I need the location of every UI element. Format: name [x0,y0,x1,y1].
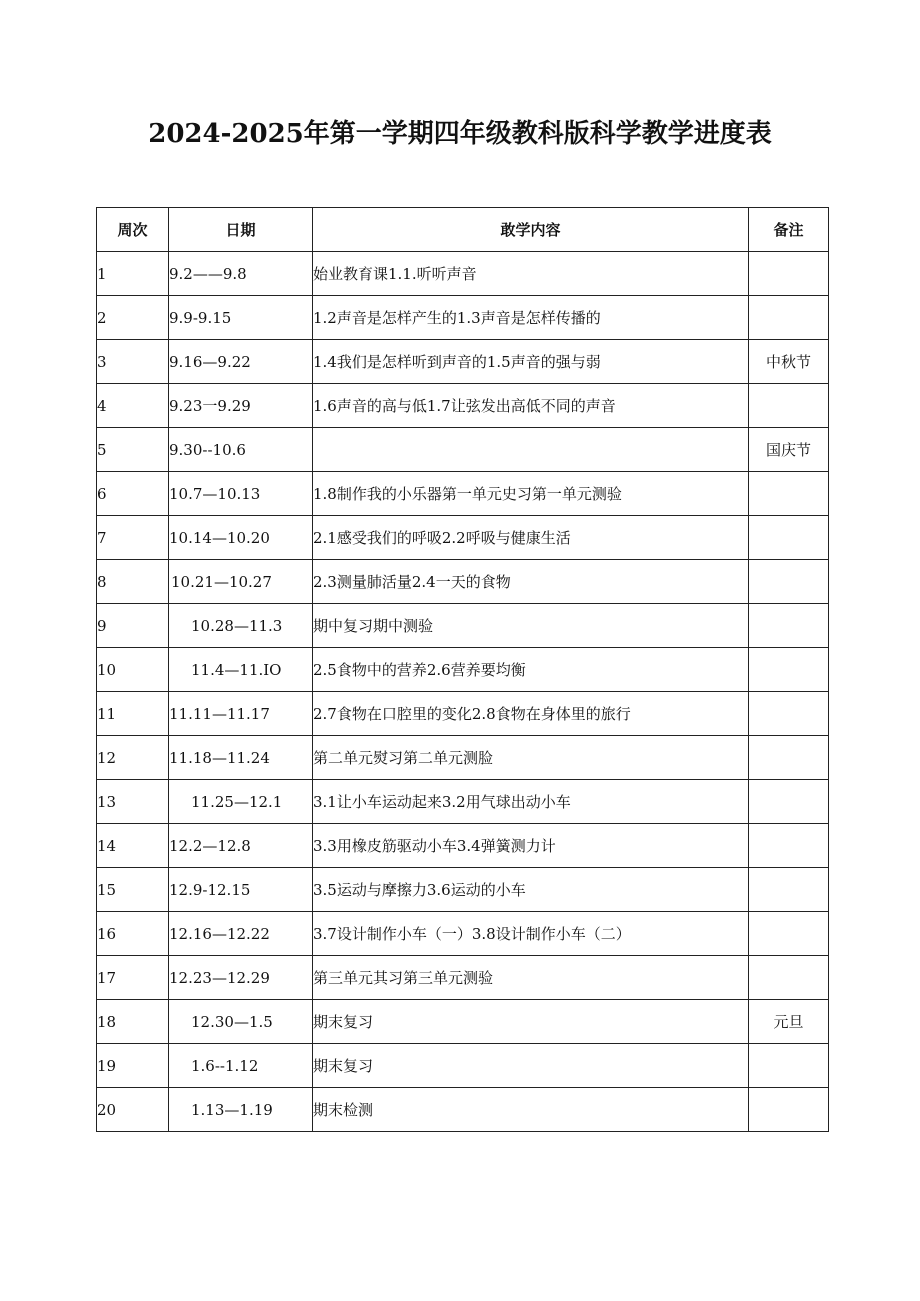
content-cell: 2.7食物在口腔里的变化2.8食物在身体里的旅行 [313,692,749,736]
week-cell: 12 [97,736,169,780]
date-cell: 10.21—10.27 [169,560,313,604]
date-cell: 1.13—1.19 [169,1088,313,1132]
week-cell: 10 [97,648,169,692]
table-row [97,252,829,296]
date-cell: 9.2——9.8 [169,252,313,296]
note-cell: 元旦 [749,1000,829,1044]
table-row [97,692,829,736]
week-cell: 8 [97,560,169,604]
note-cell [749,692,829,736]
note-cell [749,736,829,780]
content-cell: 第二单元熨习第二单元测脸 [313,736,749,780]
note-cell [749,648,829,692]
date-cell: 9.16—9.22 [169,340,313,384]
note-cell [749,604,829,648]
week-cell: 17 [97,956,169,1000]
date-cell: 12.23—12.29 [169,956,313,1000]
table-row [97,1088,829,1132]
week-cell: 5 [97,428,169,472]
date-cell: 12.2—12.8 [169,824,313,868]
week-cell: 1 [97,252,169,296]
week-cell: 16 [97,912,169,956]
table-row [97,296,829,340]
date-cell: 12.9-12.15 [169,868,313,912]
header-date: 日期 [169,208,313,252]
table-row [97,912,829,956]
note-cell [749,780,829,824]
week-cell: 20 [97,1088,169,1132]
header-note: 备注 [749,208,829,252]
week-cell: 19 [97,1044,169,1088]
week-cell: 15 [97,868,169,912]
week-cell: 6 [97,472,169,516]
table-row [97,604,829,648]
week-cell: 3 [97,340,169,384]
week-cell: 13 [97,780,169,824]
date-cell: 11.18—11.24 [169,736,313,780]
table-row [97,340,829,384]
date-cell: 12.30—1.5 [169,1000,313,1044]
date-cell: 9.30--10.6 [169,428,313,472]
date-cell: 12.16—12.22 [169,912,313,956]
content-cell: 3.1让小车运动起来3.2用气球出动小车 [313,780,749,824]
document-title: 2024-2025年第一学期四年级教科版科学教学进度表 [148,119,772,149]
week-cell: 14 [97,824,169,868]
note-cell [749,824,829,868]
schedule-table [96,207,829,1132]
content-cell: 期末复习 [313,1000,749,1044]
content-cell: 3.7设计制作小车（一）3.8设计制作小车（二） [313,912,749,956]
content-cell: 1.8制作我的小乐器第一单元史习第一单元测验 [313,472,749,516]
week-cell: 11 [97,692,169,736]
table-header-row [97,208,829,252]
note-cell [749,1044,829,1088]
table-row [97,1044,829,1088]
content-cell: 1.2声音是怎样产生的1.3声音是怎样传播的 [313,296,749,340]
content-cell: 3.5运动与摩擦力3.6运动的小车 [313,868,749,912]
content-cell: 第三单元其习第三单元测验 [313,956,749,1000]
week-cell: 2 [97,296,169,340]
date-cell: 10.14—10.20 [169,516,313,560]
content-cell: 期末复习 [313,1044,749,1088]
week-cell: 4 [97,384,169,428]
content-cell [313,428,749,472]
date-cell: 11.25—12.1 [169,780,313,824]
note-cell [749,868,829,912]
date-cell: 10.7—10.13 [169,472,313,516]
content-cell: 1.6声音的高与低1.7让弦发出高低不同的声音 [313,384,749,428]
content-cell: 期末检测 [313,1088,749,1132]
note-cell: 中秋节 [749,340,829,384]
note-cell [749,1088,829,1132]
content-cell: 2.3测量肺活量2.4一天的食物 [313,560,749,604]
note-cell: 国庆节 [749,428,829,472]
content-cell: 3.3用橡皮筋驱动小车3.4弹簧测力计 [313,824,749,868]
content-cell: 期中复习期中测验 [313,604,749,648]
content-cell: 2.5食物中的营养2.6营养要均衡 [313,648,749,692]
note-cell [749,956,829,1000]
table-row [97,384,829,428]
header-content: 敢学内容 [313,208,749,252]
date-cell: 9.23一9.29 [169,384,313,428]
date-cell: 9.9-9.15 [169,296,313,340]
content-cell: 始业教育课1.1.听听声音 [313,252,749,296]
note-cell [749,472,829,516]
note-cell [749,516,829,560]
table-row [97,956,829,1000]
table-row [97,560,829,604]
table-row [97,824,829,868]
note-cell [749,252,829,296]
header-week: 周次 [97,208,169,252]
date-cell: 11.4—11.IO [169,648,313,692]
note-cell [749,912,829,956]
table-row [97,648,829,692]
week-cell: 7 [97,516,169,560]
table-row [97,868,829,912]
date-cell: 1.6--1.12 [169,1044,313,1088]
week-cell: 18 [97,1000,169,1044]
table-row [97,472,829,516]
content-cell: 1.4我们是怎样听到声音的1.5声音的强与弱 [313,340,749,384]
date-cell: 11.11—11.17 [169,692,313,736]
note-cell [749,384,829,428]
table-row [97,780,829,824]
note-cell [749,296,829,340]
week-cell: 9 [97,604,169,648]
table-row [97,1000,829,1044]
date-cell: 10.28—11.3 [169,604,313,648]
note-cell [749,560,829,604]
table-row [97,736,829,780]
table-row [97,428,829,472]
content-cell: 2.1感受我们的呼吸2.2呼吸与健康生活 [313,516,749,560]
table-row [97,516,829,560]
